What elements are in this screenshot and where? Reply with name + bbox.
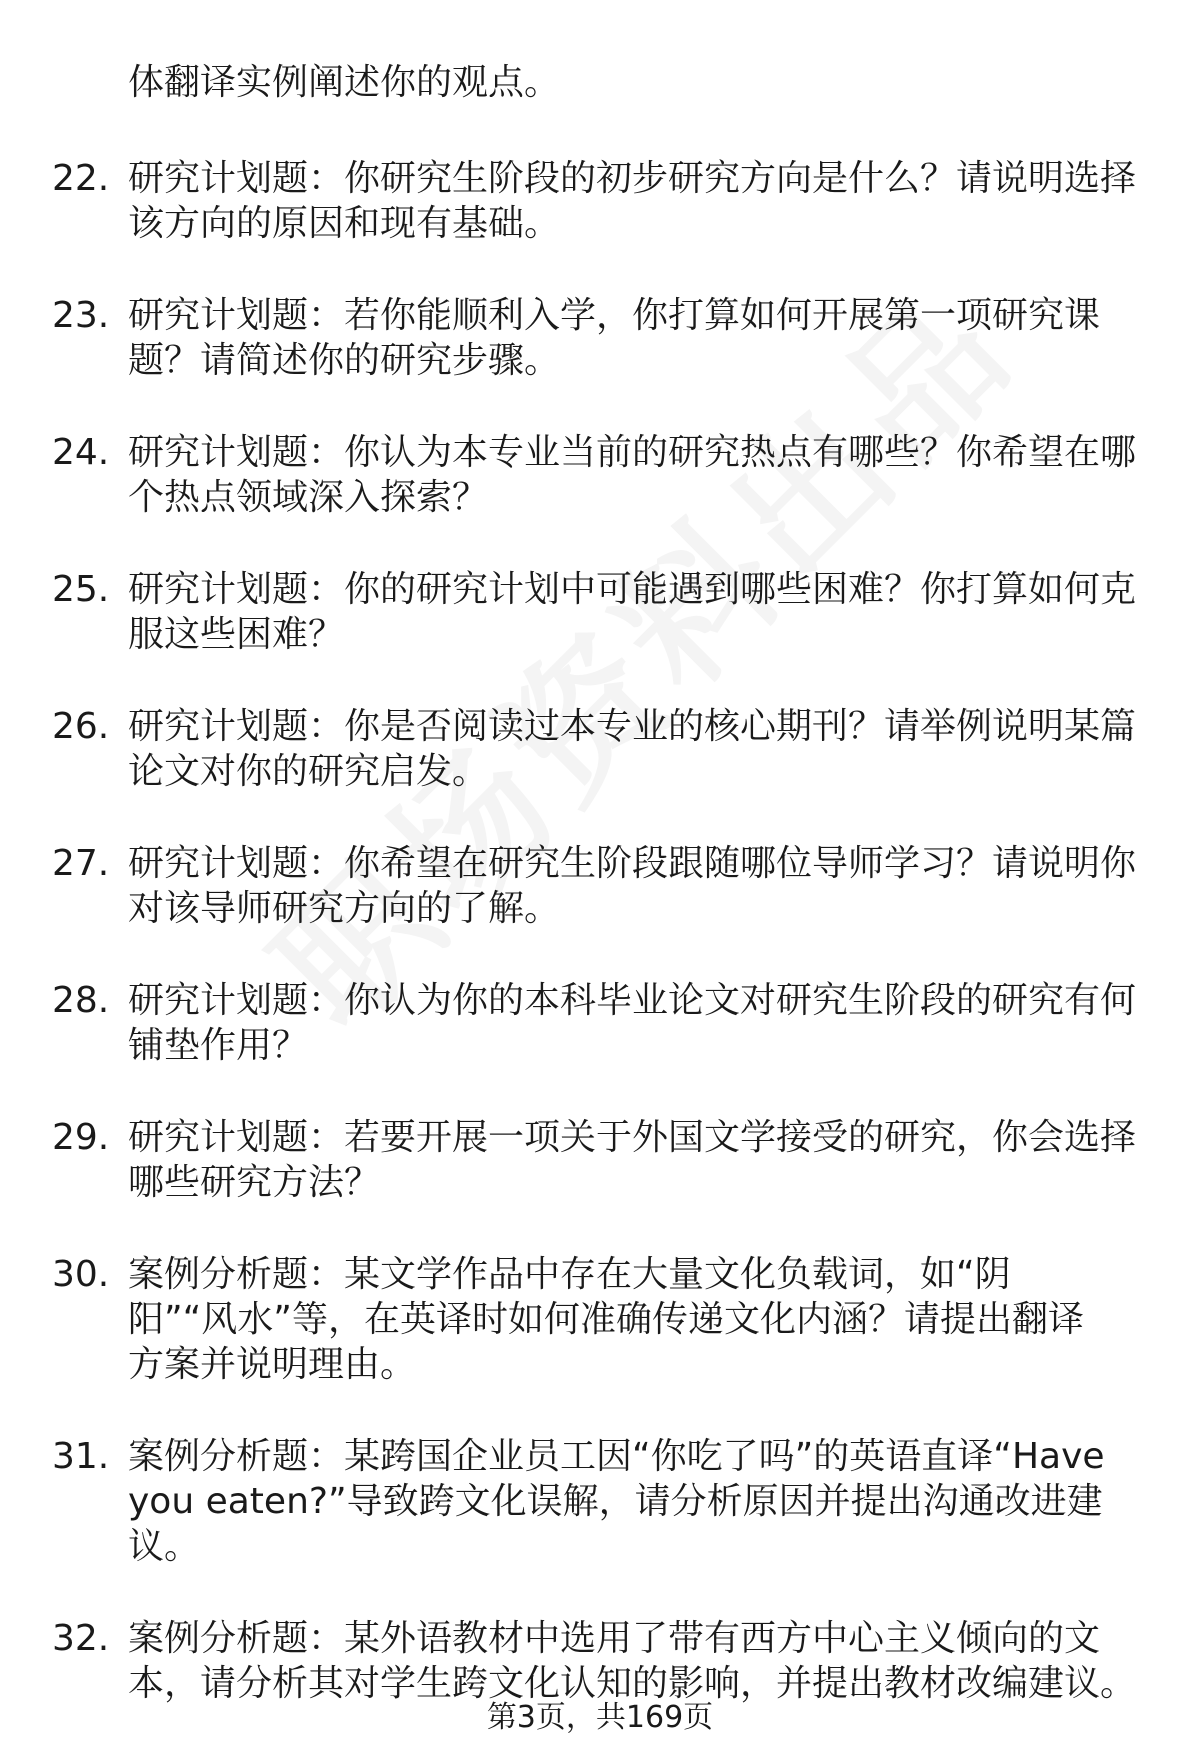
question-text <box>128 1115 1152 1205</box>
question-text <box>128 978 1152 1068</box>
page-number-footer: 第3页，共169页 <box>486 1700 714 1735</box>
questions-container <box>52 156 1152 1706</box>
question-text-line: 对该导师研究方向的了解。 <box>128 888 561 929</box>
question-text-line: 铺垫作用？ <box>128 1025 309 1066</box>
question-text <box>128 156 1152 246</box>
question-text <box>128 704 1152 794</box>
question-number: 24. <box>52 432 110 473</box>
question-item <box>52 978 1152 1068</box>
question-item <box>52 841 1152 931</box>
question-text-line: 该方向的原因和现有基础。 <box>128 203 561 244</box>
question-text-line: 案例分析题：某跨国企业员工因“你吃了吗”的英语直译“Have <box>128 1436 1105 1477</box>
question-item <box>52 567 1152 657</box>
question-number: 28. <box>52 980 110 1021</box>
question-text <box>128 293 1152 383</box>
question-text-line: 研究计划题：你是否阅读过本专业的核心期刊？请举例说明某篇 <box>128 706 1137 747</box>
question-text-line: 案例分析题：某外语教材中选用了带有西方中心主义倾向的文 <box>128 1618 1101 1659</box>
question-item <box>52 1115 1152 1205</box>
question-text <box>128 430 1152 520</box>
question-text-line: 个热点领域深入探索？ <box>128 477 489 518</box>
question-text-line: 研究计划题：你认为你的本科毕业论文对研究生阶段的研究有何 <box>128 980 1137 1021</box>
question-text-line: 本，请分析其对学生跨文化认知的影响，并提出教材改编建议。 <box>128 1663 1137 1704</box>
question-text <box>128 567 1152 657</box>
question-item <box>52 430 1152 520</box>
question-text <box>128 841 1152 931</box>
question-number: 29. <box>52 1117 110 1158</box>
question-number: 30. <box>52 1254 110 1295</box>
question-text-line: 研究计划题：若要开展一项关于外国文学接受的研究，你会选择 <box>128 1117 1137 1158</box>
question-text-line: 方案并说明理由。 <box>128 1344 417 1385</box>
question-text-line: 论文对你的研究启发。 <box>128 751 489 792</box>
question-text-line: 阳”“风水”等，在英译时如何准确传递文化内涵？请提出翻译 <box>128 1299 1084 1340</box>
question-number: 23. <box>52 295 110 336</box>
question-list <box>52 58 1152 1753</box>
question-text-line: 议。 <box>128 1526 201 1567</box>
question-number: 31. <box>52 1436 110 1477</box>
question-text-line: 研究计划题：你研究生阶段的初步研究方向是什么？请说明选择 <box>128 158 1137 199</box>
question-number: 25. <box>52 569 110 610</box>
question-item <box>52 293 1152 383</box>
question-text-line: 研究计划题：你认为本专业当前的研究热点有哪些？你希望在哪 <box>128 432 1137 473</box>
question-text <box>128 1434 1152 1569</box>
question-text-line: 研究计划题：你的研究计划中可能遇到哪些困难？你打算如何克 <box>128 569 1137 610</box>
question-item <box>52 1434 1152 1569</box>
continued-question-text: 体翻译实例阐述你的观点。 <box>128 62 561 103</box>
question-text <box>128 1616 1152 1706</box>
question-text-line: 哪些研究方法？ <box>128 1162 381 1203</box>
question-text-line: 服这些困难？ <box>128 614 345 655</box>
question-item <box>52 1616 1152 1706</box>
question-number: 32. <box>52 1618 110 1659</box>
question-number: 26. <box>52 706 110 747</box>
question-text-line: 案例分析题：某文学作品中存在大量文化负载词，如“阴 <box>128 1254 1011 1295</box>
question-item <box>52 1252 1152 1387</box>
question-text-line: 研究计划题：若你能顺利入学，你打算如何开展第一项研究课 <box>128 295 1101 336</box>
question-text-line: you eaten?”导致跨文化误解，请分析原因并提出沟通改进建 <box>128 1481 1103 1522</box>
question-number: 22. <box>52 158 110 199</box>
question-text-line: 研究计划题：你希望在研究生阶段跟随哪位导师学习？请说明你 <box>128 843 1137 884</box>
question-text-line: 题？请简述你的研究步骤。 <box>128 340 561 381</box>
question-text <box>128 1252 1152 1387</box>
question-number: 27. <box>52 843 110 884</box>
question-item <box>52 704 1152 794</box>
question-item <box>52 156 1152 246</box>
